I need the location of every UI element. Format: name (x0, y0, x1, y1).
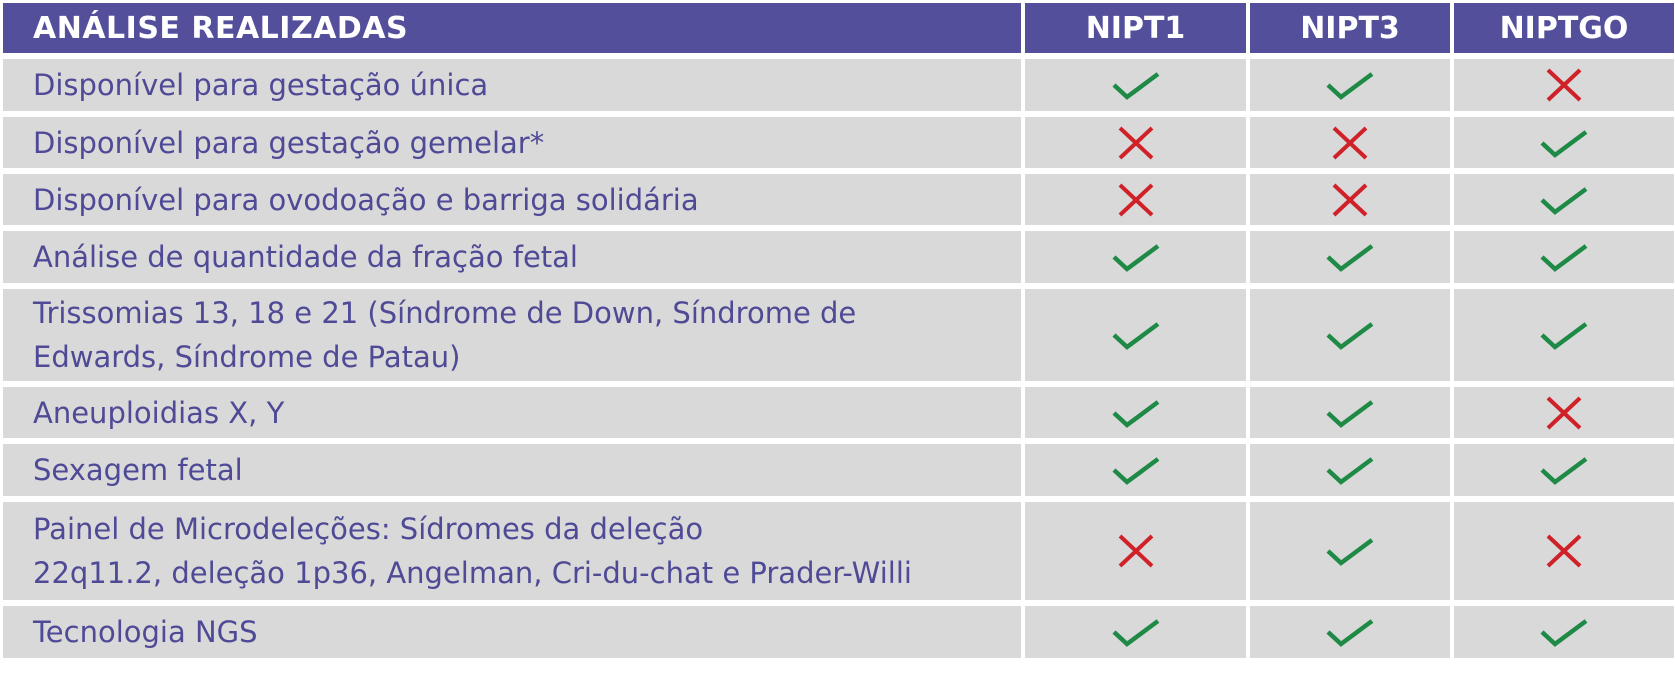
niptgo-cell (1454, 387, 1674, 438)
check-icon (1111, 68, 1161, 102)
nipt1-cell (1025, 174, 1246, 225)
check-icon (1539, 453, 1589, 487)
check-icon (1325, 453, 1375, 487)
niptgo-cell (1454, 289, 1674, 381)
row-label-cell (3, 59, 1021, 111)
table-row (3, 231, 1674, 283)
nipt3-cell (1250, 231, 1450, 283)
row-label-cell (3, 606, 1021, 658)
table-row (3, 289, 1674, 381)
nipt1-cell (1025, 606, 1246, 658)
table-row (3, 174, 1674, 225)
niptgo-cell (1454, 59, 1674, 111)
cross-icon (1111, 126, 1161, 160)
niptgo-cell (1454, 502, 1674, 600)
check-icon (1325, 68, 1375, 102)
nipt3-cell (1250, 174, 1450, 225)
table-row (3, 59, 1674, 111)
comparison-table (3, 3, 1674, 658)
row-label-cell (3, 231, 1021, 283)
niptgo-cell (1454, 606, 1674, 658)
cross-icon (1111, 534, 1161, 568)
nipt3-cell (1250, 117, 1450, 168)
check-icon (1325, 615, 1375, 649)
nipt3-cell (1250, 444, 1450, 496)
header-niptgo: NIPTGO (1454, 3, 1674, 53)
nipt1-cell (1025, 289, 1246, 381)
header-analysis-label: ANÁLISE REALIZADAS (3, 3, 1021, 53)
row-label-cell (3, 387, 1021, 438)
check-icon (1539, 318, 1589, 352)
check-icon (1111, 615, 1161, 649)
row-label-cell (3, 117, 1021, 168)
check-icon (1111, 318, 1161, 352)
check-icon (1539, 615, 1589, 649)
cross-icon (1325, 183, 1375, 217)
nipt1-cell (1025, 502, 1246, 600)
nipt1-cell (1025, 444, 1246, 496)
check-icon (1539, 126, 1589, 160)
niptgo-cell (1454, 231, 1674, 283)
row-label: Trissomias 13, 18 e 21 (Síndrome de Down, Síndrome de Edwards, Síndrome de Patau) (33, 296, 857, 374)
cross-icon (1325, 126, 1375, 160)
nipt3-cell (1250, 502, 1450, 600)
cross-icon (1539, 68, 1589, 102)
nipt1-cell (1025, 231, 1246, 283)
table-row (3, 606, 1674, 658)
table-row (3, 117, 1674, 168)
nipt1-cell (1025, 387, 1246, 438)
check-icon (1325, 396, 1375, 430)
nipt3-cell (1250, 59, 1450, 111)
niptgo-cell (1454, 117, 1674, 168)
row-label-cell (3, 174, 1021, 225)
row-label: Tecnologia NGS (33, 615, 258, 649)
row-label: Aneuploidias X, Y (33, 395, 285, 430)
cross-icon (1111, 183, 1161, 217)
row-label-cell (3, 444, 1021, 496)
row-label: Disponível para gestação gemelar* (33, 125, 545, 160)
nipt1-cell (1025, 117, 1246, 168)
check-icon (1325, 240, 1375, 274)
row-label: Disponível para gestação única (33, 68, 489, 102)
table-row (3, 387, 1674, 438)
nipt1-cell (1025, 59, 1246, 111)
niptgo-cell (1454, 174, 1674, 225)
cross-icon (1539, 534, 1589, 568)
check-icon (1111, 453, 1161, 487)
table-row (3, 502, 1674, 600)
nipt3-cell (1250, 606, 1450, 658)
table-header-row (3, 3, 1674, 53)
check-icon (1111, 396, 1161, 430)
table-row (3, 444, 1674, 496)
check-icon (1325, 534, 1375, 568)
check-icon (1111, 240, 1161, 274)
header-nipt3: NIPT3 (1250, 3, 1450, 53)
row-label: Disponível para ovodoação e barriga solidária (33, 182, 699, 217)
cross-icon (1539, 396, 1589, 430)
check-icon (1539, 240, 1589, 274)
header-nipt1: NIPT1 (1025, 3, 1246, 53)
niptgo-cell (1454, 444, 1674, 496)
row-label: Análise de quantidade da fração fetal (33, 240, 578, 274)
nipt3-cell (1250, 289, 1450, 381)
row-label-cell (3, 502, 1021, 600)
row-label-cell (3, 289, 1021, 381)
row-label: Painel de Microdeleções: Sídromes da deleção 22q11.2, deleção 1p36, Angelman, Cri-du-chat e Prader-Willi (33, 512, 912, 590)
check-icon (1325, 318, 1375, 352)
check-icon (1539, 183, 1589, 217)
nipt3-cell (1250, 387, 1450, 438)
row-label: Sexagem fetal (33, 453, 243, 487)
